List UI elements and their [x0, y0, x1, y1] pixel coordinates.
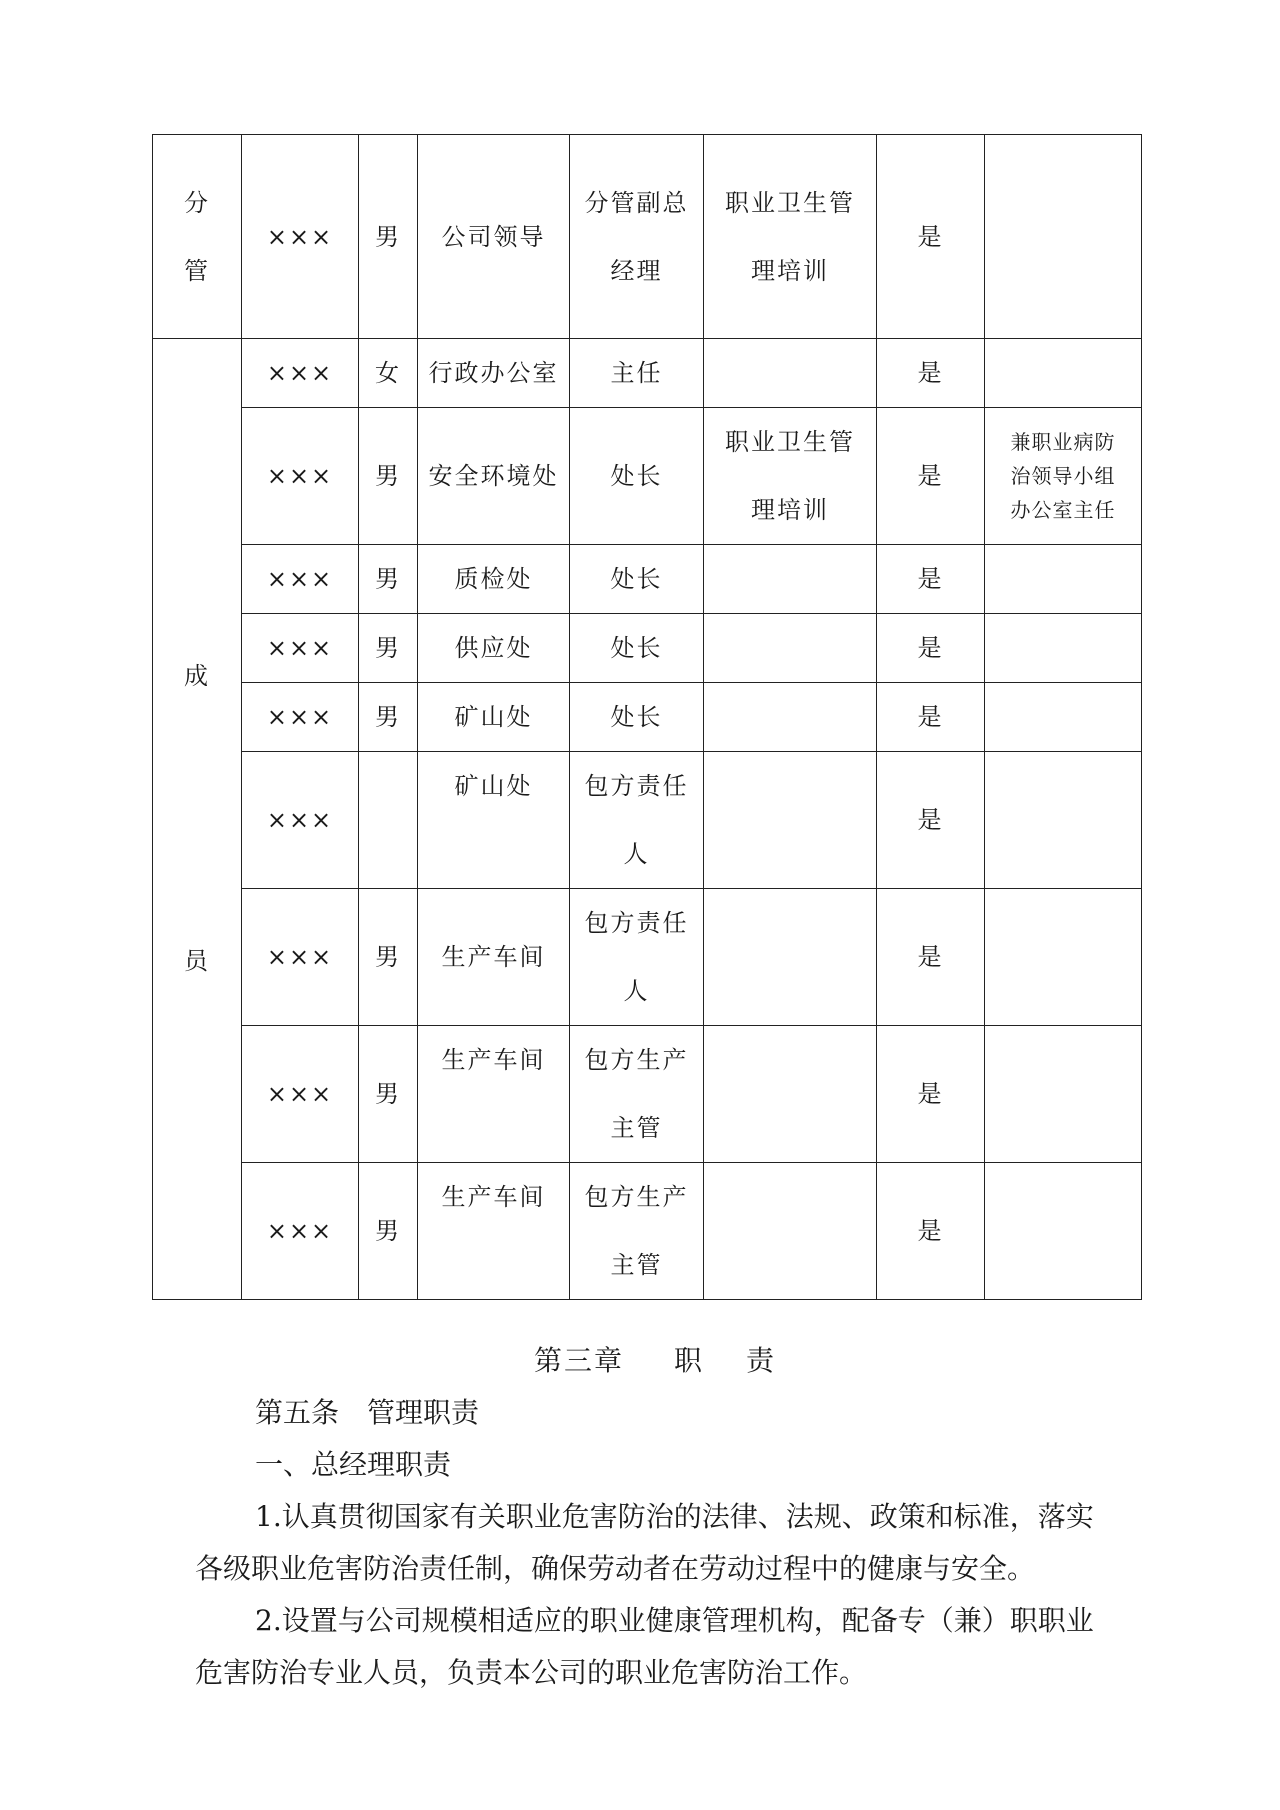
gender-cell: [359, 752, 418, 889]
table-row: [153, 545, 1142, 614]
dept-cell: 生产车间: [418, 1163, 570, 1300]
note-cell: [985, 683, 1142, 752]
title-cell: 包方生产 主管: [570, 1026, 704, 1163]
title-cell: 处长: [570, 408, 704, 545]
table-row-leader: [153, 135, 1142, 339]
section-heading: 一、总经理职责: [255, 1448, 452, 1481]
training-cell: [704, 889, 877, 1026]
group-label-leader: 分 管: [153, 135, 242, 339]
note-cell: [985, 339, 1142, 408]
title-cell: 处长: [570, 683, 704, 752]
training-cell: [704, 614, 877, 683]
group-label-members: 成 员: [153, 339, 242, 1300]
gender-cell: 男: [359, 135, 418, 339]
name-cell: ×××: [242, 1026, 359, 1163]
table-row: [153, 752, 1142, 889]
table-row: [153, 339, 1142, 408]
confirmed-cell: 是: [877, 339, 985, 408]
title-cell: 包方责任 人: [570, 752, 704, 889]
note-cell: 兼职业病防 治领导小组 办公室主任: [985, 408, 1142, 545]
gender-cell: 男: [359, 545, 418, 614]
gender-cell: 男: [359, 683, 418, 752]
name-cell: ×××: [242, 614, 359, 683]
title-cell: 分管副总 经理: [570, 135, 704, 339]
training-cell: [704, 1026, 877, 1163]
title-cell: 处长: [570, 614, 704, 683]
training-cell: [704, 1163, 877, 1300]
dept-cell: 质检处: [418, 545, 570, 614]
dept-cell: 行政办公室: [418, 339, 570, 408]
gender-cell: 女: [359, 339, 418, 408]
training-cell: 职业卫生管 理培训: [704, 408, 877, 545]
name-cell: ×××: [242, 339, 359, 408]
name-cell: ×××: [242, 752, 359, 889]
confirmed-cell: 是: [877, 135, 985, 339]
paragraph-item-1: 1.认真贯彻国家有关职业危害防治的法律、法规、政策和标准，落实各级职业危害防治责任制，确保劳动者在劳动过程中的健康与安全。: [195, 1500, 1094, 1585]
confirmed-cell: 是: [877, 1163, 985, 1300]
name-cell: ×××: [242, 545, 359, 614]
article-heading: 第五条 管理职责: [255, 1396, 480, 1429]
title-cell: 主任: [570, 339, 704, 408]
note-cell: [985, 545, 1142, 614]
chapter-heading: 第三章 职 责: [533, 1344, 777, 1377]
confirmed-cell: 是: [877, 545, 985, 614]
dept-cell: 公司领导: [418, 135, 570, 339]
training-cell: 职业卫生管 理培训: [704, 135, 877, 339]
confirmed-cell: 是: [877, 408, 985, 545]
training-cell: [704, 752, 877, 889]
name-cell: ×××: [242, 1163, 359, 1300]
training-cell: [704, 545, 877, 614]
gender-cell: 男: [359, 614, 418, 683]
confirmed-cell: 是: [877, 1026, 985, 1163]
dept-cell: 供应处: [418, 614, 570, 683]
note-cell: [985, 614, 1142, 683]
table-row: [153, 1026, 1142, 1163]
title-cell: 包方生产 主管: [570, 1163, 704, 1300]
personnel-table: [152, 134, 1142, 1300]
dept-cell: 安全环境处: [418, 408, 570, 545]
note-cell: [985, 889, 1142, 1026]
note-cell: [985, 1163, 1142, 1300]
dept-cell: 生产车间: [418, 889, 570, 1026]
confirmed-cell: 是: [877, 614, 985, 683]
training-cell: [704, 683, 877, 752]
gender-cell: 男: [359, 1163, 418, 1300]
paragraph-item-2: 2.设置与公司规模相适应的职业健康管理机构，配备专（兼）职职业危害防治专业人员，负责本公司的职业危害防治工作。: [195, 1604, 1094, 1689]
name-cell: ×××: [242, 889, 359, 1026]
note-cell: [985, 1026, 1142, 1163]
dept-cell: 矿山处: [418, 752, 570, 889]
title-cell: 处长: [570, 545, 704, 614]
document-body: [195, 1335, 1095, 1699]
table-row: [153, 408, 1142, 545]
dept-cell: 生产车间: [418, 1026, 570, 1163]
name-cell: ×××: [242, 683, 359, 752]
name-cell: ×××: [242, 135, 359, 339]
dept-cell: 矿山处: [418, 683, 570, 752]
note-cell: [985, 752, 1142, 889]
table-row: [153, 889, 1142, 1026]
training-cell: [704, 339, 877, 408]
confirmed-cell: 是: [877, 683, 985, 752]
confirmed-cell: 是: [877, 889, 985, 1026]
gender-cell: 男: [359, 889, 418, 1026]
table-row: [153, 614, 1142, 683]
gender-cell: 男: [359, 408, 418, 545]
confirmed-cell: 是: [877, 752, 985, 889]
table-row: [153, 1163, 1142, 1300]
table-row: [153, 683, 1142, 752]
note-cell: [985, 135, 1142, 339]
title-cell: 包方责任 人: [570, 889, 704, 1026]
gender-cell: 男: [359, 1026, 418, 1163]
name-cell: ×××: [242, 408, 359, 545]
